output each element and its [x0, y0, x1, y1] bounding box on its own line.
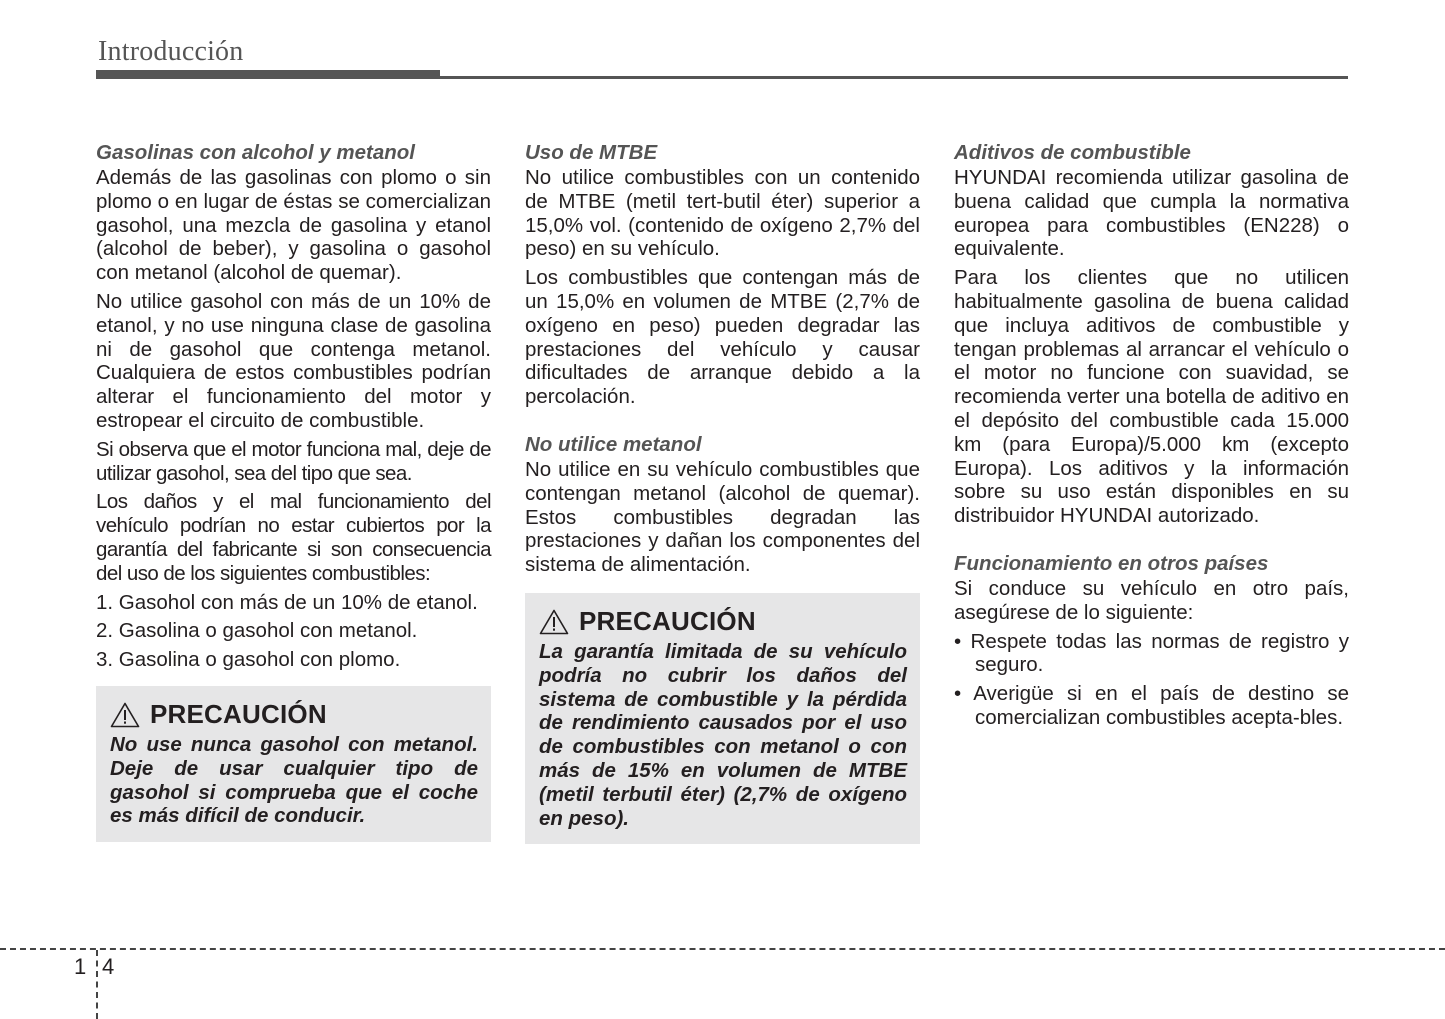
paragraph: Los daños y el mal funcionamiento del vehículo podrían no estar cubiertos por la garantía del fabricante si son consecuencia del uso de los siguientes combustibles:: [96, 490, 491, 585]
warning-triangle-icon: [539, 609, 569, 635]
page-number: 4: [102, 954, 115, 979]
caution-box: [525, 593, 920, 844]
section-spacer: [525, 414, 920, 432]
list-item: 1. Gasohol con más de un 10% de etanol.: [96, 590, 478, 614]
footer-dashed-rule: [0, 948, 1445, 950]
list-item: • Respete todas las normas de registro y seguro.: [954, 629, 1349, 677]
list-item: • Averigüe si en el país de destino se comercializan combustibles acepta-bles.: [954, 682, 1349, 729]
list-item: 2. Gasolina o gasohol con metanol.: [96, 619, 418, 643]
paragraph: Para los clientes que no utilicen habitualmente gasolina de buena calidad que incluya aditivos de combustible y tengan problemas al arrancar el vehículo o el motor no funcione con suavidad, se recomienda verter una botella de aditivo en el depósito del combustible cada 15.000 km (para Europa)/5.000 km (excepto Europa). Los aditivos y la información sobre su uso están disponibles en su distribuidor HYUNDAI autorizado.: [954, 266, 1349, 528]
page-header-title: Introducción: [98, 36, 244, 67]
section-heading-otros-paises: Funcionamiento en otros países: [954, 551, 1269, 575]
paragraph: No utilice combustibles con un contenido de MTBE (metil tert-butil éter) superior a 15,0% vol. (contenido de oxígeno 2,7% del peso) en su vehículo.: [525, 166, 920, 261]
header-rule-thick: [96, 70, 440, 79]
column-middle: [525, 140, 920, 844]
section-heading-alcohol: Gasolinas con alcohol y metanol: [96, 141, 415, 164]
bullet-list: [954, 630, 1349, 730]
chapter-number: 1: [74, 954, 87, 979]
caution-text: No use nunca gasohol con metanol. Deje de usar cualquier tipo de gasohol si comprueba que el coche es más difícil de conducir.: [110, 732, 478, 828]
section-heading-aditivos: Aditivos de combustible: [954, 141, 1191, 164]
caution-title: PRECAUCIÓN: [579, 606, 756, 637]
caution-header: [110, 698, 478, 732]
column-left: [96, 140, 491, 842]
warning-triangle-icon: [110, 702, 140, 728]
paragraph: Los combustibles que contengan más de un 15,0% en volumen de MTBE (2,7% de oxígeno en peso) pueden degradar las prestaciones del vehículo y causar dificultades de arranque debido a la percolación.: [525, 266, 920, 409]
footer-dashed-divider: [96, 950, 98, 1019]
paragraph: No utilice gasohol con más de un 10% de etanol, y no use ninguna clase de gasolina ni de gasohol que contenga metanol. Cualquiera de estos combustibles podrían alterar el funcionamiento del motor y estropear el circuito de combustible.: [96, 289, 491, 432]
list-item: 3. Gasolina o gasohol con plomo.: [96, 648, 401, 672]
section-heading-mtbe: Uso de MTBE: [525, 141, 658, 164]
paragraph: Si conduce su vehículo en otro país, asegúrese de lo siguiente:: [954, 576, 1349, 624]
section-spacer: [954, 533, 1349, 551]
column-right: [954, 140, 1349, 735]
caution-title: PRECAUCIÓN: [150, 699, 327, 730]
paragraph: No utilice en su vehículo combustibles que contengan metanol (alcohol de quemar). Estos combustibles degradan las prestaciones y dañan los componentes del sistema de alimentación.: [525, 457, 920, 577]
caution-text: La garantía limitada de su vehículo podría no cubrir los daños del sistema de combustible y la pérdida de rendimiento causados por el uso de combustibles con metanol o con más de 15% en volumen de MTBE (metil terbutil éter) (2,7% de oxígeno en peso).: [539, 639, 907, 830]
caution-header: [539, 605, 907, 639]
paragraph: Además de las gasolinas con plomo o sin plomo o en lugar de éstas se comercializan gasohol, una mezcla de gasolina y etanol (alcohol de beber), y gasolina o gasohol con metanol (alcohol de quemar).: [96, 166, 491, 285]
caution-box: [96, 686, 491, 842]
section-heading-metanol: No utilice metanol: [525, 432, 702, 456]
fuel-list: [96, 591, 491, 672]
paragraph: Si observa que el motor funciona mal, deje de utilizar gasohol, sea del tipo que sea.: [96, 437, 491, 485]
header-rule-thin: [440, 76, 1348, 79]
paragraph: HYUNDAI recomienda utilizar gasolina de buena calidad que cumpla la normativa europea para combustibles (EN228) o equivalente.: [954, 166, 1349, 261]
